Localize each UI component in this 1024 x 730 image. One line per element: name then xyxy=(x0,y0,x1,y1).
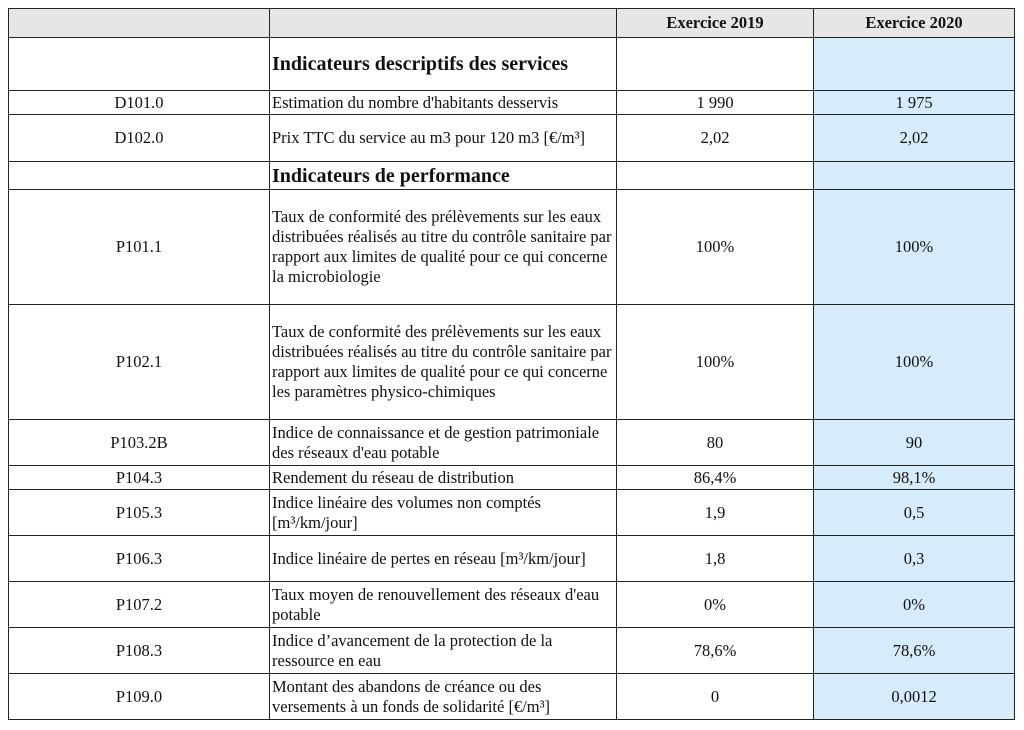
value-2019: 0 xyxy=(617,674,814,720)
indicator-label: Rendement du réseau de distribution xyxy=(270,466,617,490)
indicator-label: Taux de conformité des prélèvements sur les eaux distribuées réalisés au titre du contrôle sanitaire par rapport aux limites de qualité pour ce qui concerne les paramètres physico-chimiques xyxy=(270,305,617,420)
header-row xyxy=(9,9,1015,38)
header-2019: Exercice 2019 xyxy=(617,9,814,38)
value-2020: 0,3 xyxy=(814,536,1015,582)
indicator-label: Taux de conformité des prélèvements sur les eaux distribuées réalisés au titre du contrôle sanitaire par rapport aux limites de qualité pour ce qui concerne la microbiologie xyxy=(270,190,617,305)
indicator-code: P108.3 xyxy=(9,628,270,674)
value-2019: 1,9 xyxy=(617,490,814,536)
indicator-code: D102.0 xyxy=(9,115,270,162)
empty-cell xyxy=(814,38,1015,91)
empty-cell xyxy=(617,38,814,91)
table-row xyxy=(9,536,1015,582)
value-2019: 86,4% xyxy=(617,466,814,490)
indicator-label: Indice d’avancement de la protection de la ressource en eau xyxy=(270,628,617,674)
indicator-label: Montant des abandons de créance ou des versements à un fonds de solidarité [€/m³] xyxy=(270,674,617,720)
value-2019: 80 xyxy=(617,420,814,466)
indicator-code: P109.0 xyxy=(9,674,270,720)
indicator-label: Prix TTC du service au m3 pour 120 m3 [€/m³] xyxy=(270,115,617,162)
indicators-table xyxy=(8,8,1015,720)
table-row xyxy=(9,190,1015,305)
indicator-label: Indice linéaire des volumes non comptés [m³/km/jour] xyxy=(270,490,617,536)
indicator-code: P101.1 xyxy=(9,190,270,305)
value-2020: 1 975 xyxy=(814,91,1015,115)
indicator-code: D101.0 xyxy=(9,91,270,115)
section-title: Indicateurs descriptifs des services xyxy=(270,38,617,91)
value-2019: 100% xyxy=(617,305,814,420)
indicator-code: P106.3 xyxy=(9,536,270,582)
table-row xyxy=(9,91,1015,115)
section-title: Indicateurs de performance xyxy=(270,162,617,190)
header-blank-cell xyxy=(9,9,270,38)
indicator-label: Indice de connaissance et de gestion patrimoniale des réseaux d'eau potable xyxy=(270,420,617,466)
value-2019: 78,6% xyxy=(617,628,814,674)
empty-cell xyxy=(9,162,270,190)
value-2020: 0% xyxy=(814,582,1015,628)
value-2020: 98,1% xyxy=(814,466,1015,490)
indicator-code: P103.2B xyxy=(9,420,270,466)
table-row xyxy=(9,628,1015,674)
value-2020: 100% xyxy=(814,190,1015,305)
table-row xyxy=(9,420,1015,466)
table-row xyxy=(9,466,1015,490)
value-2020: 90 xyxy=(814,420,1015,466)
empty-cell xyxy=(617,162,814,190)
value-2020: 78,6% xyxy=(814,628,1015,674)
indicator-code: P107.2 xyxy=(9,582,270,628)
value-2020: 0,0012 xyxy=(814,674,1015,720)
table-row xyxy=(9,490,1015,536)
header-2020: Exercice 2020 xyxy=(814,9,1015,38)
indicator-label: Taux moyen de renouvellement des réseaux d'eau potable xyxy=(270,582,617,628)
header-blank-cell xyxy=(270,9,617,38)
value-2020: 2,02 xyxy=(814,115,1015,162)
indicator-label: Estimation du nombre d'habitants desservis xyxy=(270,91,617,115)
section-row xyxy=(9,38,1015,91)
value-2019: 1,8 xyxy=(617,536,814,582)
table-row xyxy=(9,305,1015,420)
value-2020: 0,5 xyxy=(814,490,1015,536)
table-row xyxy=(9,582,1015,628)
value-2019: 2,02 xyxy=(617,115,814,162)
indicator-code: P105.3 xyxy=(9,490,270,536)
indicator-label: Indice linéaire de pertes en réseau [m³/km/jour] xyxy=(270,536,617,582)
empty-cell xyxy=(814,162,1015,190)
section-row xyxy=(9,162,1015,190)
indicator-code: P104.3 xyxy=(9,466,270,490)
table-row xyxy=(9,115,1015,162)
value-2020: 100% xyxy=(814,305,1015,420)
value-2019: 0% xyxy=(617,582,814,628)
table-row xyxy=(9,674,1015,720)
indicator-code: P102.1 xyxy=(9,305,270,420)
empty-cell xyxy=(9,38,270,91)
value-2019: 100% xyxy=(617,190,814,305)
value-2019: 1 990 xyxy=(617,91,814,115)
